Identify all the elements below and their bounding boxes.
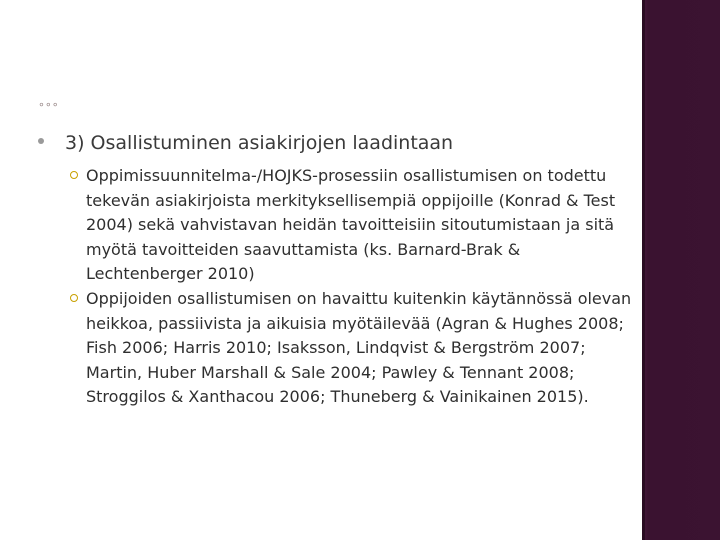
bullet-list	[70, 164, 635, 410]
ring-bullet-icon	[70, 171, 78, 179]
ring-bullet-icon	[70, 294, 78, 302]
slide-heading: 3) Osallistuminen asiakirjojen laadintaan	[65, 132, 454, 154]
dot-bullet-icon	[38, 138, 44, 144]
list-item-text: Oppimissuunnitelma-/HOJKS-prosessiin osallistumisen on todettu tekevän asiakirjoista merkityksellisempiä oppijoille (Konrad & Test 2004) sekä vahvistavan heidän tavoitteisiin sitoutumistaan ja sitä myötä tavoitteiden saavuttamista (ks. Barnard-Brak & Lechtenberger 2010)	[86, 166, 616, 284]
decorative-dots: ∘∘∘	[38, 98, 59, 111]
list-item	[70, 287, 635, 410]
list-item-text: Oppijoiden osallistumisen on havaittu kuitenkin käytännössä olevan heikkoa, passiivista ja aikuisia myötäilevää (Agran & Hughes 2008; Fish 2006; Harris 2010; Isaksson, Lindqvist & Bergström 2007; Martin, Huber Marshall & Sale 2004; Pawley & Tennant 2008; Stroggilos & Xanthacou 2006; Thuneberg & Vainikainen 2015).	[86, 288, 632, 407]
list-item	[70, 164, 635, 287]
side-decoration-band	[642, 0, 720, 540]
